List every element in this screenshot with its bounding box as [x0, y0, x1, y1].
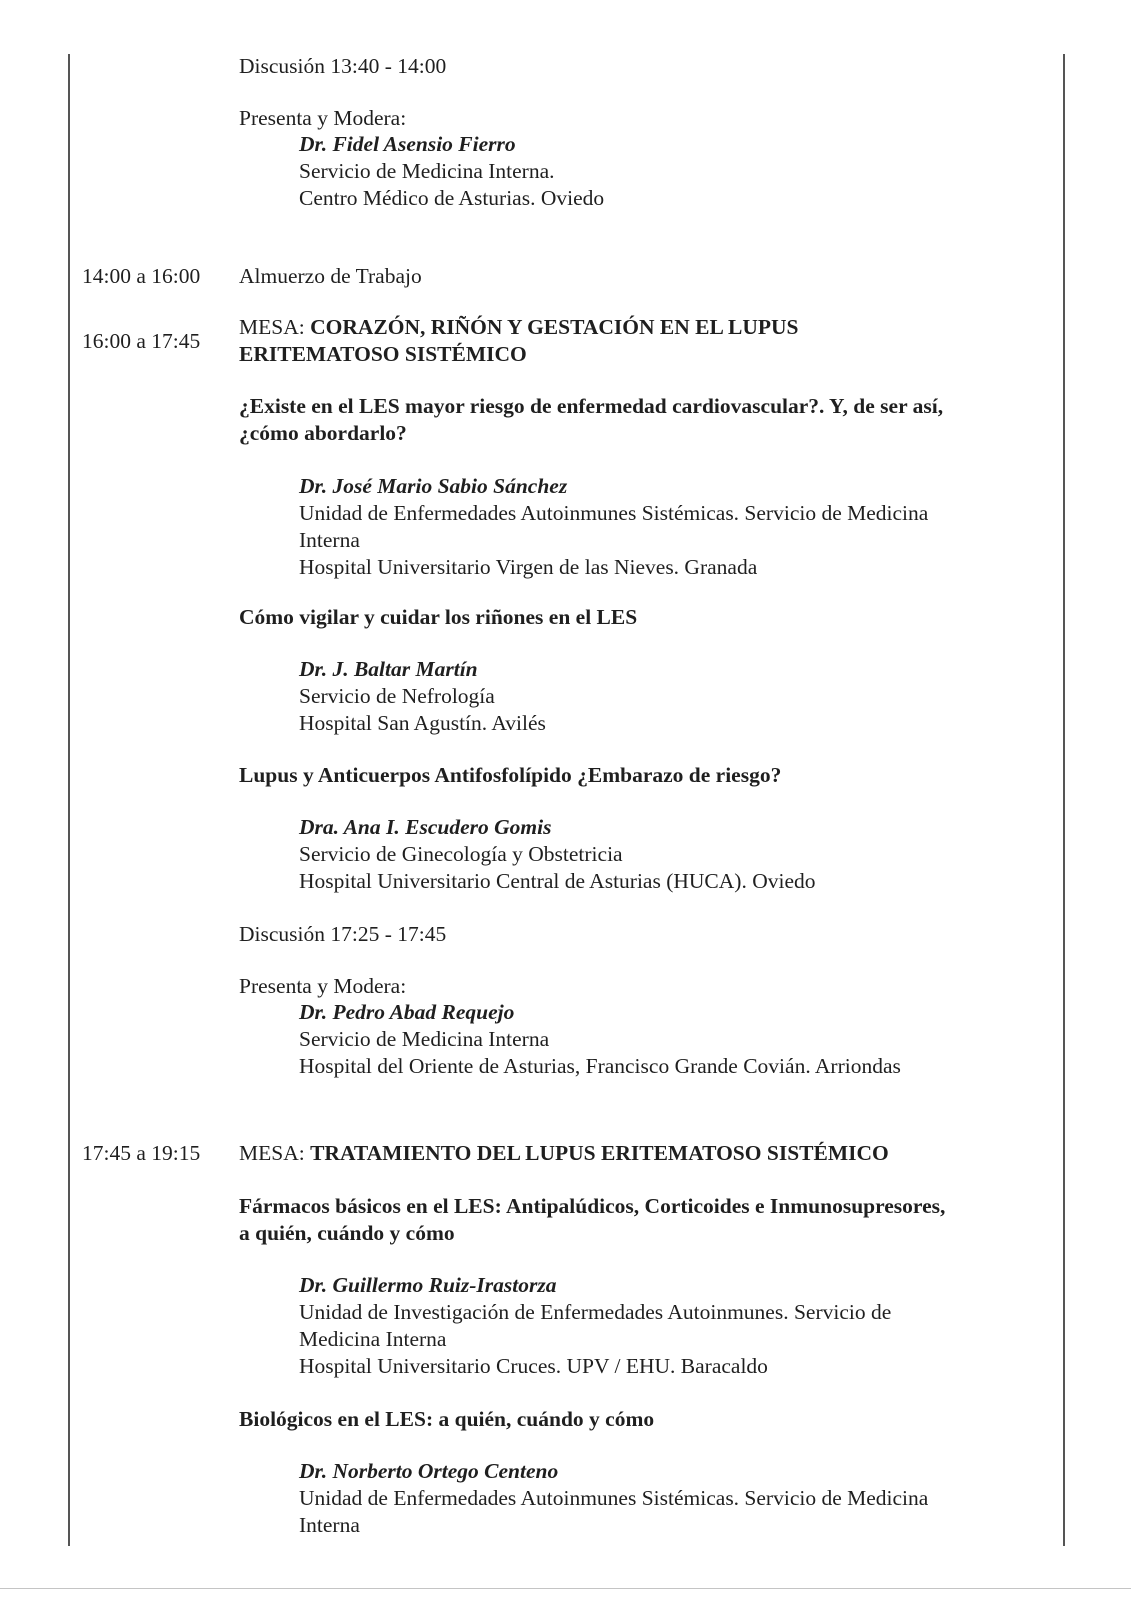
session1-prefix: MESA:: [239, 315, 311, 339]
speaker-affiliation: Unidad de Investigación de Enfermedades Autoinmunes. Servicio de: [299, 1300, 892, 1324]
moderator-center: Centro Médico de Asturias. Oviedo: [299, 186, 605, 210]
moderator-department: Servicio de Medicina Interna: [299, 1027, 550, 1051]
left-margin-rule: [68, 54, 70, 1546]
speaker-name: Dr. J. Baltar Martín: [299, 657, 478, 681]
moderator-center: Hospital del Oriente de Asturias, Francisco Grande Covián. Arriondas: [299, 1054, 901, 1078]
talk-title: Biológicos en el LES: a quién, cuándo y cómo: [239, 1407, 655, 1431]
speaker-hospital: Hospital Universitario Central de Asturias (HUCA). Oviedo: [299, 869, 816, 893]
speaker-affiliation: Medicina Interna: [299, 1327, 447, 1351]
lunch-time: 14:00 a 16:00: [82, 264, 201, 288]
session1-heading: [239, 314, 799, 341]
speaker-affiliation: Servicio de Ginecología y Obstetricia: [299, 842, 623, 866]
session2-time: 17:45 a 19:15: [82, 1141, 201, 1165]
speaker-affiliation: Unidad de Enfermedades Autoinmunes Sistémicas. Servicio de Medicina: [299, 1486, 929, 1510]
speaker-hospital: Hospital Universitario Virgen de las Nieves. Granada: [299, 555, 758, 579]
moderator-name: Dr. Pedro Abad Requejo: [299, 1000, 515, 1024]
session1-title-line2: ERITEMATOSO SISTÉMICO: [239, 342, 527, 366]
session2-heading: [239, 1140, 889, 1167]
speaker-hospital: Hospital San Agustín. Avilés: [299, 711, 546, 735]
speaker-name: Dr. José Mario Sabio Sánchez: [299, 474, 568, 498]
session1-time: 16:00 a 17:45: [82, 329, 201, 353]
discussion-time: Discusión 13:40 - 14:00: [239, 54, 447, 78]
speaker-hospital: Hospital Universitario Cruces. UPV / EHU. Baracaldo: [299, 1354, 768, 1378]
lunch-title: Almuerzo de Trabajo: [239, 264, 422, 288]
speaker-affiliation: Interna: [299, 1513, 360, 1537]
moderator-label: Presenta y Modera:: [239, 106, 407, 130]
page-bottom-rule: [0, 1588, 1131, 1589]
right-margin-rule: [1063, 54, 1065, 1546]
talk-title: Fármacos básicos en el LES: Antipalúdicos, Corticoides e Inmunosupresores,: [239, 1194, 946, 1218]
talk-title: Lupus y Anticuerpos Antifosfolípido ¿Embarazo de riesgo?: [239, 763, 782, 787]
session2-prefix: MESA:: [239, 1141, 311, 1165]
discussion-time: Discusión 17:25 - 17:45: [239, 922, 447, 946]
speaker-affiliation: Interna: [299, 528, 360, 552]
talk-title: Cómo vigilar y cuidar los riñones en el LES: [239, 605, 638, 629]
speaker-name: Dra. Ana I. Escudero Gomis: [299, 815, 552, 839]
session2-title: TRATAMIENTO DEL LUPUS ERITEMATOSO SISTÉMICO: [310, 1141, 889, 1165]
talk-title-cont: a quién, cuándo y cómo: [239, 1221, 455, 1245]
speaker-name: Dr. Norberto Ortego Centeno: [299, 1459, 559, 1483]
speaker-affiliation: Unidad de Enfermedades Autoinmunes Sistémicas. Servicio de Medicina: [299, 501, 929, 525]
moderator-label: Presenta y Modera:: [239, 974, 407, 998]
talk-title: ¿Existe en el LES mayor riesgo de enfermedad cardiovascular?. Y, de ser así,: [239, 394, 944, 418]
talk-title-cont: ¿cómo abordarlo?: [239, 421, 407, 445]
speaker-name: Dr. Guillermo Ruiz-Irastorza: [299, 1273, 557, 1297]
moderator-name: Dr. Fidel Asensio Fierro: [299, 132, 516, 156]
speaker-affiliation: Servicio de Nefrología: [299, 684, 495, 708]
session1-title-line1: CORAZÓN, RIÑÓN Y GESTACIÓN EN EL LUPUS: [310, 315, 799, 339]
moderator-department: Servicio de Medicina Interna.: [299, 159, 555, 183]
